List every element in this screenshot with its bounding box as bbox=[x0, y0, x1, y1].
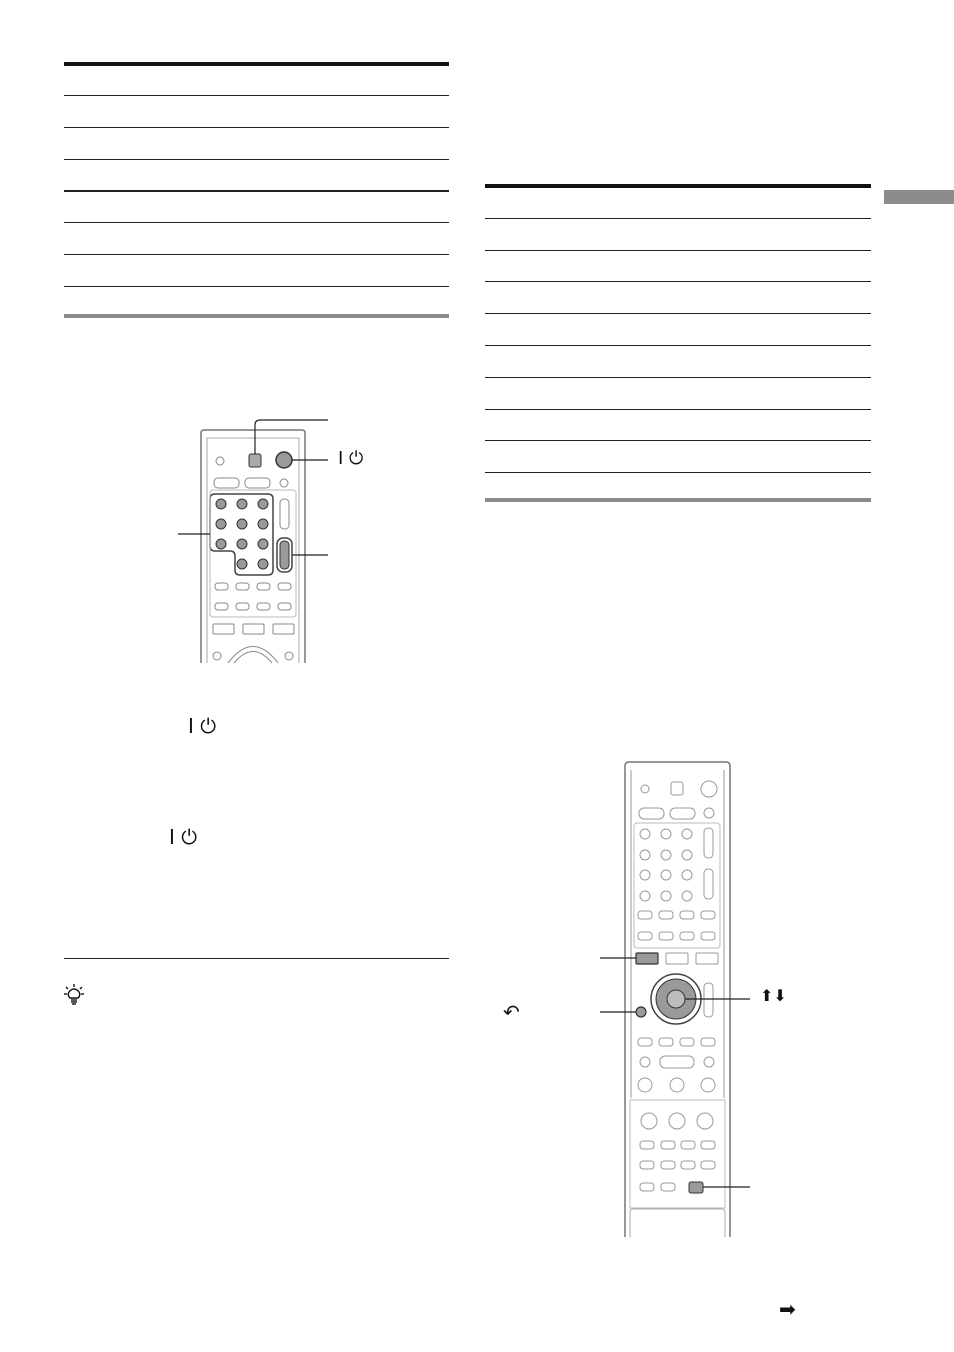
return-icon: ↶ bbox=[503, 1000, 520, 1024]
power-symbol-step: I ⏻ bbox=[188, 714, 217, 738]
power-symbol-step: I ⏻ bbox=[169, 825, 198, 849]
power-label: I ⏻ bbox=[338, 448, 364, 469]
arrow-up-down-label: ⬆⬇ bbox=[760, 986, 787, 1005]
continue-arrow-icon: ➡ bbox=[779, 1297, 796, 1321]
